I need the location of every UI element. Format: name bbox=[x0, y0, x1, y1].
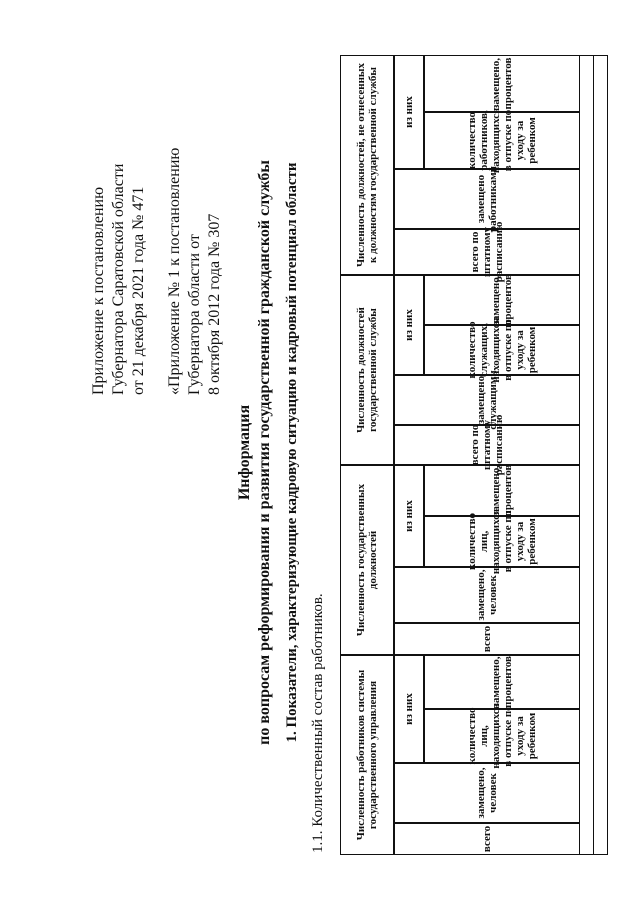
workforce-table bbox=[340, 55, 580, 855]
g2-total: всего bbox=[394, 623, 580, 655]
g1-filled: замещено, человек bbox=[394, 763, 580, 823]
group-header-1: Численность работников системы государственного управления bbox=[340, 655, 394, 855]
original-line-1: «Приложение № 1 к постановлению bbox=[166, 147, 183, 395]
g2-filled: замещено, человек bbox=[394, 567, 580, 623]
g2-of-them: из них bbox=[394, 465, 424, 567]
g1-total: всего bbox=[394, 823, 580, 855]
doc-title: Информация bbox=[236, 404, 253, 501]
g3-filled: замещено служащими bbox=[394, 375, 580, 425]
g3-percent: замещено, процентов bbox=[424, 275, 580, 325]
g1-of-them: из них bbox=[394, 655, 424, 763]
subsection-heading: 1.1. Количественный состав работников. bbox=[310, 593, 326, 853]
doc-subtitle: по вопросам реформирования и развития государственной гражданской службы bbox=[256, 160, 273, 745]
original-line-3: 8 октября 2012 года № 307 bbox=[206, 213, 223, 395]
g4-filled: замещено работниками bbox=[394, 169, 580, 229]
approval-line-3: от 21 декабря 2021 года № 471 bbox=[130, 186, 147, 395]
group-header-2: Численность государственных должностей bbox=[340, 465, 394, 655]
g1-leave: количество лиц, находящихся в отпуске по уходу за ребенком bbox=[424, 709, 580, 763]
g4-leave: количество работников, находящихся в отпуске по уходу за ребенком bbox=[424, 112, 580, 169]
data-row bbox=[594, 55, 608, 855]
approval-line-2: Губернатора Саратовской области bbox=[110, 163, 127, 395]
original-line-2: Губернатора области от bbox=[186, 234, 203, 395]
g4-of-them: из них bbox=[394, 55, 424, 169]
data-row bbox=[580, 55, 594, 855]
approval-line-1: Приложение к постановлению bbox=[90, 186, 107, 395]
group-header-3: Численность должностей государственной службы bbox=[340, 275, 394, 465]
section-heading: 1. Показатели, характеризующие кадровую ситуацию и кадровый потенциал области bbox=[284, 162, 300, 743]
group-header-4: Численность должностей, не отнесенных к должностям государственной службы bbox=[340, 55, 394, 275]
g1-percent: замещено, процентов bbox=[424, 655, 580, 709]
g2-percent: замещено, процентов bbox=[424, 465, 580, 516]
g2-leave: количество лиц, находящихся в отпуске по уходу за ребенком bbox=[424, 516, 580, 567]
g3-leave: количество служащих, находящихся в отпуске по уходу за ребенком bbox=[424, 325, 580, 375]
g3-total: всего по штатному расписанию bbox=[394, 425, 580, 465]
g4-percent: замещено, процентов bbox=[424, 55, 580, 112]
g4-total: всего по штатному расписанию bbox=[394, 229, 580, 275]
g3-of-them: из них bbox=[394, 275, 424, 375]
